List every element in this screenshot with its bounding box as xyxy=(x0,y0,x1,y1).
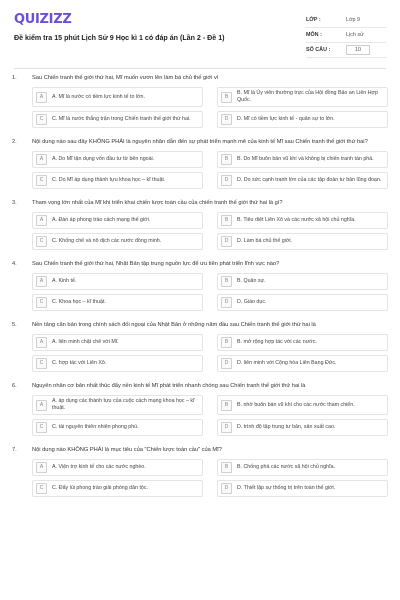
option-text: C. Mĩ là nước thắng trận trong Chiến tranh thế giới thứ hai. xyxy=(52,116,191,122)
meta-class-row xyxy=(306,13,386,28)
answer-option-a[interactable] xyxy=(32,87,203,107)
option-text: B. Do Mĩ buôn bán vũ khí và không bị chiến tranh tàn phá. xyxy=(237,156,374,162)
option-letter: B xyxy=(221,215,232,226)
question-text: Sau Chiến tranh thế giới thứ hai, Nhật Bản tập trung nguồn lực để ưu tiên phát triển lĩnh vực nào? xyxy=(32,261,280,267)
answer-option-a[interactable] xyxy=(32,212,203,229)
option-text: A. Mĩ là nước có tiềm lực kinh tế to lớn. xyxy=(52,93,145,100)
option-text: C. Đẩy lùi phong trào giải phóng dân tộc. xyxy=(52,485,148,491)
option-letter: C xyxy=(36,114,47,125)
question-stem xyxy=(12,321,388,329)
meta-subject-value: Lịch sử xyxy=(346,32,364,38)
question-number: 3. xyxy=(12,200,17,206)
option-letter: D xyxy=(221,358,232,369)
option-letter: A xyxy=(36,276,47,287)
option-letter: D xyxy=(221,483,232,494)
meta-subject-label: MÔN : xyxy=(306,32,322,38)
page-title: Đề kiểm tra 15 phút Lịch Sử 9 Học kì 1 có đáp án (Lần 2 - Đề 1) xyxy=(14,34,225,42)
option-text: C. Do Mĩ áp dụng thành tựu khoa học – kĩ thuật. xyxy=(52,177,166,183)
option-letter: C xyxy=(36,297,47,308)
option-letter: A xyxy=(36,215,47,226)
question-text: Sau Chiến tranh thế giới thứ hai, Mĩ muốn vươn lên làm bá chủ thế giới vì xyxy=(32,75,219,81)
answer-options xyxy=(12,459,388,497)
meta-count-row xyxy=(306,43,386,58)
question-4 xyxy=(12,260,388,311)
option-text: D. trình độ tập trung tư bản, sản xuất cao. xyxy=(237,424,336,430)
answer-option-b[interactable] xyxy=(217,334,388,351)
option-text: A. áp dụng các thành tựu của cuộc cách mạng khoa học – kĩ thuật. xyxy=(52,398,195,411)
option-letter: A xyxy=(36,462,47,473)
question-stem xyxy=(12,382,388,390)
question-1 xyxy=(12,74,388,128)
header-divider xyxy=(14,68,386,69)
option-letter: C xyxy=(36,236,47,247)
answer-option-d[interactable] xyxy=(217,419,388,436)
answer-option-d[interactable] xyxy=(217,233,388,250)
option-letter: B xyxy=(221,92,232,103)
answer-option-d[interactable] xyxy=(217,172,388,189)
question-stem xyxy=(12,199,388,207)
option-text: B. Mĩ là Ủy viên thường trực của Hội đồng Bảo an Liên Hợp Quốc. xyxy=(237,90,378,103)
option-letter: D xyxy=(221,236,232,247)
answer-option-c[interactable] xyxy=(32,419,203,436)
answer-option-d[interactable] xyxy=(217,355,388,372)
meta-count-wrap xyxy=(346,45,386,55)
option-letter: D xyxy=(221,114,232,125)
answer-option-a[interactable] xyxy=(32,273,203,290)
meta-count-label: SỐ CÂU : xyxy=(306,47,331,53)
option-text: D. Giáo dục. xyxy=(237,299,267,305)
option-letter: D xyxy=(221,175,232,186)
question-number: 7. xyxy=(12,447,17,453)
option-letter: D xyxy=(221,297,232,308)
option-letter: B xyxy=(221,400,232,411)
option-text: A. Do Mĩ tận dụng vốn đầu tư từ bên ngoài. xyxy=(52,156,155,162)
option-letter: C xyxy=(36,175,47,186)
option-letter: C xyxy=(36,422,47,433)
option-text: A. liên minh chặt chẽ với Mĩ. xyxy=(52,339,119,345)
question-number: 4. xyxy=(12,261,17,267)
option-text: C. tài nguyên thiên nhiên phong phú. xyxy=(52,424,139,430)
option-letter: C xyxy=(36,483,47,494)
question-text: Nội dung nào KHÔNG PHẢI là mục tiêu của "Chiến lược toàn cầu" của Mĩ? xyxy=(32,447,222,453)
question-number: 1. xyxy=(12,75,17,81)
option-text: A. Đàn áp phong trào cách mạng thế giới. xyxy=(52,217,151,223)
question-7 xyxy=(12,446,388,497)
answer-option-b[interactable] xyxy=(217,273,388,290)
option-text: C. Khoa học – kĩ thuật. xyxy=(52,299,106,305)
meta-class-label: LỚP : xyxy=(306,17,321,23)
option-letter: D xyxy=(221,422,232,433)
answer-option-b[interactable] xyxy=(217,212,388,229)
question-stem xyxy=(12,74,388,82)
option-text: B. nhờ buôn bán vũ khí cho các nước tham chiến. xyxy=(237,401,355,408)
option-letter: A xyxy=(36,337,47,348)
answer-option-c[interactable] xyxy=(32,480,203,497)
option-text: A. Kinh tế. xyxy=(52,278,77,284)
answer-option-b[interactable] xyxy=(217,395,388,415)
question-text: Nền tảng căn bản trong chính sách đối ngoại của Nhật Bản ở những năm đầu sau Chiến tranh thế giới thứ hai là xyxy=(32,322,316,328)
question-text: Tham vọng lớn nhất của Mĩ khi triển khai chiến lược toàn cầu của chiến tranh thế giới thứ hai là gì? xyxy=(32,200,283,206)
option-text: D. liên minh với Cộng hòa Liên Bang Đức. xyxy=(237,360,337,366)
question-text: Nguyên nhân cơ bản nhất thúc đẩy nền kinh tế Mĩ phát triển nhanh chóng sau Chiến tranh thế giới thứ hai là xyxy=(32,383,306,389)
answer-option-a[interactable] xyxy=(32,395,203,415)
question-number: 5. xyxy=(12,322,17,328)
question-stem xyxy=(12,138,388,146)
option-text: D. Do sức cạnh tranh lớn của các tập đoàn tư bản lũng đoạn. xyxy=(237,177,382,183)
answer-option-c[interactable] xyxy=(32,233,203,250)
option-text: D. Mĩ có tiềm lực kinh tế - quân sự to lớn. xyxy=(237,116,335,122)
question-stem xyxy=(12,260,388,268)
option-text: B. Quân sự. xyxy=(237,278,266,284)
answer-option-d[interactable] xyxy=(217,480,388,497)
option-letter: B xyxy=(221,337,232,348)
answer-option-c[interactable] xyxy=(32,294,203,311)
meta-subject-row xyxy=(306,28,386,43)
option-letter: B xyxy=(221,276,232,287)
quizizz-logo[interactable]: QUIZIZZ xyxy=(14,12,72,27)
answer-option-b[interactable] xyxy=(217,151,388,168)
option-text: C. Khống chế và nô dịch các nước đồng minh. xyxy=(52,238,162,244)
question-number: 2. xyxy=(12,139,17,145)
meta-class-value: Lớp 9 xyxy=(346,17,361,23)
option-text: B. Chống phá các nước xã hội chủ nghĩa. xyxy=(237,464,336,470)
option-text: D. Làm bá chủ thế giới. xyxy=(237,238,292,244)
option-text: C. hợp tác với Liên Xô. xyxy=(52,360,107,366)
question-3 xyxy=(12,199,388,250)
option-text: B. Tiêu diệt Liên Xô và các nước xã hội chủ nghĩa. xyxy=(237,217,356,223)
answer-options xyxy=(12,395,388,436)
option-letter: C xyxy=(36,358,47,369)
option-text: B. mở rộng hợp tác với các nước. xyxy=(237,339,317,345)
answer-option-d[interactable] xyxy=(217,111,388,128)
question-5 xyxy=(12,321,388,372)
quiz-meta xyxy=(306,13,386,58)
answer-option-c[interactable] xyxy=(32,111,203,128)
question-stem xyxy=(12,446,388,454)
option-letter: B xyxy=(221,154,232,165)
answer-options xyxy=(12,273,388,311)
meta-count-value: 10 xyxy=(346,45,370,55)
answer-options xyxy=(12,151,388,189)
option-letter: B xyxy=(221,462,232,473)
answer-option-a[interactable] xyxy=(32,334,203,351)
question-list xyxy=(12,74,388,507)
answer-option-b[interactable] xyxy=(217,459,388,476)
answer-option-d[interactable] xyxy=(217,294,388,311)
option-letter: A xyxy=(36,400,47,411)
question-text: Nội dung nào sau đây KHÔNG PHẢI là nguyên nhân dẫn đến sự phát triển mạnh mẽ của kinh tế Mĩ sau Chiến tranh thế giới thứ hai? xyxy=(32,139,368,145)
question-number: 6. xyxy=(12,383,17,389)
answer-options xyxy=(12,212,388,250)
question-2 xyxy=(12,138,388,189)
option-text: D. Thiết lập sự thống trị trên toàn thế giới. xyxy=(237,485,336,491)
answer-option-a[interactable] xyxy=(32,459,203,476)
answer-option-b[interactable] xyxy=(217,87,388,107)
question-6 xyxy=(12,382,388,436)
option-text: A. Viện trợ kinh tế cho các nước nghèo. xyxy=(52,464,146,470)
answer-option-a[interactable] xyxy=(32,151,203,168)
option-letter: A xyxy=(36,154,47,165)
answer-option-c[interactable] xyxy=(32,172,203,189)
option-letter: A xyxy=(36,92,47,103)
answer-options xyxy=(12,87,388,128)
answer-options xyxy=(12,334,388,372)
answer-option-c[interactable] xyxy=(32,355,203,372)
